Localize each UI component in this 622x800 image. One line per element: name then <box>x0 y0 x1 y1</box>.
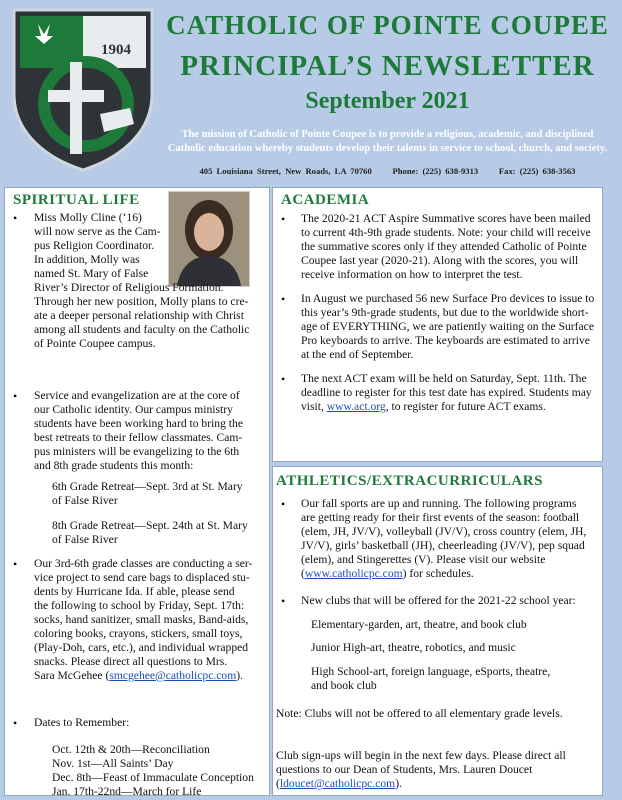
athletics-heading: ATHLETICS/EXTRACURRICULARS <box>276 473 543 489</box>
mission-statement: The mission of Catholic of Pointe Coupee is to provide a religious, academic, and disciplined Catholic education whereby students develop their talents in service to school, church, and society. <box>167 129 608 154</box>
contact-info <box>160 166 615 176</box>
club-elementary: Elementary-garden, art, theatre, and book club <box>311 618 527 631</box>
school-title: CATHOLIC OF POINTE COUPEE <box>166 10 609 40</box>
newsletter-header <box>0 0 622 180</box>
school-website-link[interactable]: www.catholicpc.com <box>304 567 403 580</box>
address: 405 Louisiana Street, New Roads, LA 70760 <box>199 166 372 176</box>
mcgehee-email-link[interactable]: smcgehee@catholicpc.com <box>109 669 237 682</box>
dates-list <box>52 743 254 799</box>
issue-date: September 2021 <box>305 88 470 114</box>
retreat-8th-grade: 8th Grade Retreat—Sept. 24th at St. Mary of False River <box>52 519 248 546</box>
list-item: Oct. 12th & 20th—Reconciliation <box>52 743 210 756</box>
academia-heading: ACADEMIA <box>281 192 370 208</box>
retreat-6th-grade: 6th Grade Retreat—Sept. 3rd at St. Mary of False River <box>52 480 243 507</box>
act-website-link[interactable]: www.act.org <box>326 400 386 413</box>
crest-year: 1904 <box>101 42 131 58</box>
newsletter-title: PRINCIPAL’S NEWSLETTER <box>180 50 595 82</box>
list-item: Nov. 1st—All Saints’ Day <box>52 757 174 770</box>
fax: Fax: (225) 638-3563 <box>498 166 576 176</box>
dates-title: Dates to Remember: <box>34 716 130 729</box>
doucet-email-link[interactable]: ldoucet@catholicpc.com <box>279 777 396 790</box>
clubs-note: Note: Clubs will not be offered to all elementary grade levels. <box>276 707 563 720</box>
club-signup-info: Club sign-ups will begin in the next few days. Please direct all questions to our Dean of Students, Mrs. Lauren Doucet (ldoucet@catholicpc.com). <box>276 749 566 790</box>
athletics-panel: ATHLETICS/EXTRACURRICULARS • Our fall sports are up and running. The following programs are getting ready for their first events of the season: football (elem, JH, JV/V), volleyball (JV/V), cross country (elem, JH, JV/V), girls’ basketball (JH), cheerleading (JV/V), pep squad (elem), and Stingerettes (V). Please visit our website (www.catholicpc.com) for schedules. • New clubs that will be offered for the 2021-22 school year: Elementary-garden, art, theatre, and book club Junior High-art, theatre, robotics, and music High School-art, foreign language, eSports, theatre, and book club Note: Clubs will not be offered to all elementary grade levels. Club sign-ups will begin in the next few days. Please direct all questions to our Dean of Students, Mrs. Lauren Doucet (ldoucet@catholicpc.com). <box>272 466 603 796</box>
school-crest-icon <box>8 4 158 174</box>
phone: Phone: (225) 638-9313 <box>392 166 479 176</box>
academia-panel: ACADEMIA • The 2020-21 ACT Aspire Summative scores have been mailed to current 4th-9th grade students. Note: your child will receive the summative scores only if they attended Catholic of Pointe Coupee last year (2020-21). Along with the scores, you will receive information on how to interpret the test. • In August we purchased 56 new Surface Pro devices to issue to this year’s 9th-grade students, but due to the worldwide short- age of EVERYTHING, we are patiently waiting on the Surface Pro keyboards to arrive. The keyboards are estimated to arrive at the end of September. • The next ACT exam will be held on Saturday, Sept. 11th. The deadline to register for this test date has expired. Students may visit, www.act.org, to register for future ACT exams. <box>272 187 603 462</box>
club-high-school: High School-art, foreign language, eSports, theatre, and book club <box>311 665 551 692</box>
list-item: Jan. 17th-22nd—March for Life <box>52 785 202 798</box>
club-junior-high: Junior High-art, theatre, robotics, and music <box>311 641 516 654</box>
spiritual-life-heading: SPIRITUAL LIFE <box>13 192 140 208</box>
spiritual-life-panel: SPIRITUAL LIFE • Miss Molly Cline (‘16) will now serve as the Cam- pus Religion Coordinator. In addition, Molly was named St. Mary of False River’s Director of Religious Formation. Through her new position, Molly plans to cre- ate a deeper personal relationship with Christ among all students and faculty on the Catholic of Pointe Coupee campus. • Service and evangelization are at the core of our Catholic identity. Our campus ministry students have been working hard to bring the best retreats to their fellow classmates. Cam- pus ministers will be evangelizing to the 6th and 8th grade students this month: 6th Grade Retreat—Sept. 3rd at St. Mary of False River 8th Grade Retreat—Sept. 24th at St. Mary of False River • Our 3rd-6th grade classes are conducting a ser- vice project to send care bags to displaced stu- dents by Hurricane Ida. If able, please send the following to school by Friday, Sept. 17th: socks, hand sanitizer, small masks, Band-aids, coloring books, crayons, stickers, small toys, (Play-Doh, cars, etc.), and individual wrapped snacks. Please direct all questions to Mrs. Sara McGehee (smcgehee@catholicpc.com). • Dates to Remember: Oct. 12th & 20th—Reconciliation Nov. 1st—All Saints’ Day Dec. 8th—Feast of Immaculate Conception Jan. 17th-22nd—March for Life <box>4 187 270 796</box>
list-item: Dec. 8th—Feast of Immaculate Conception <box>52 771 254 784</box>
